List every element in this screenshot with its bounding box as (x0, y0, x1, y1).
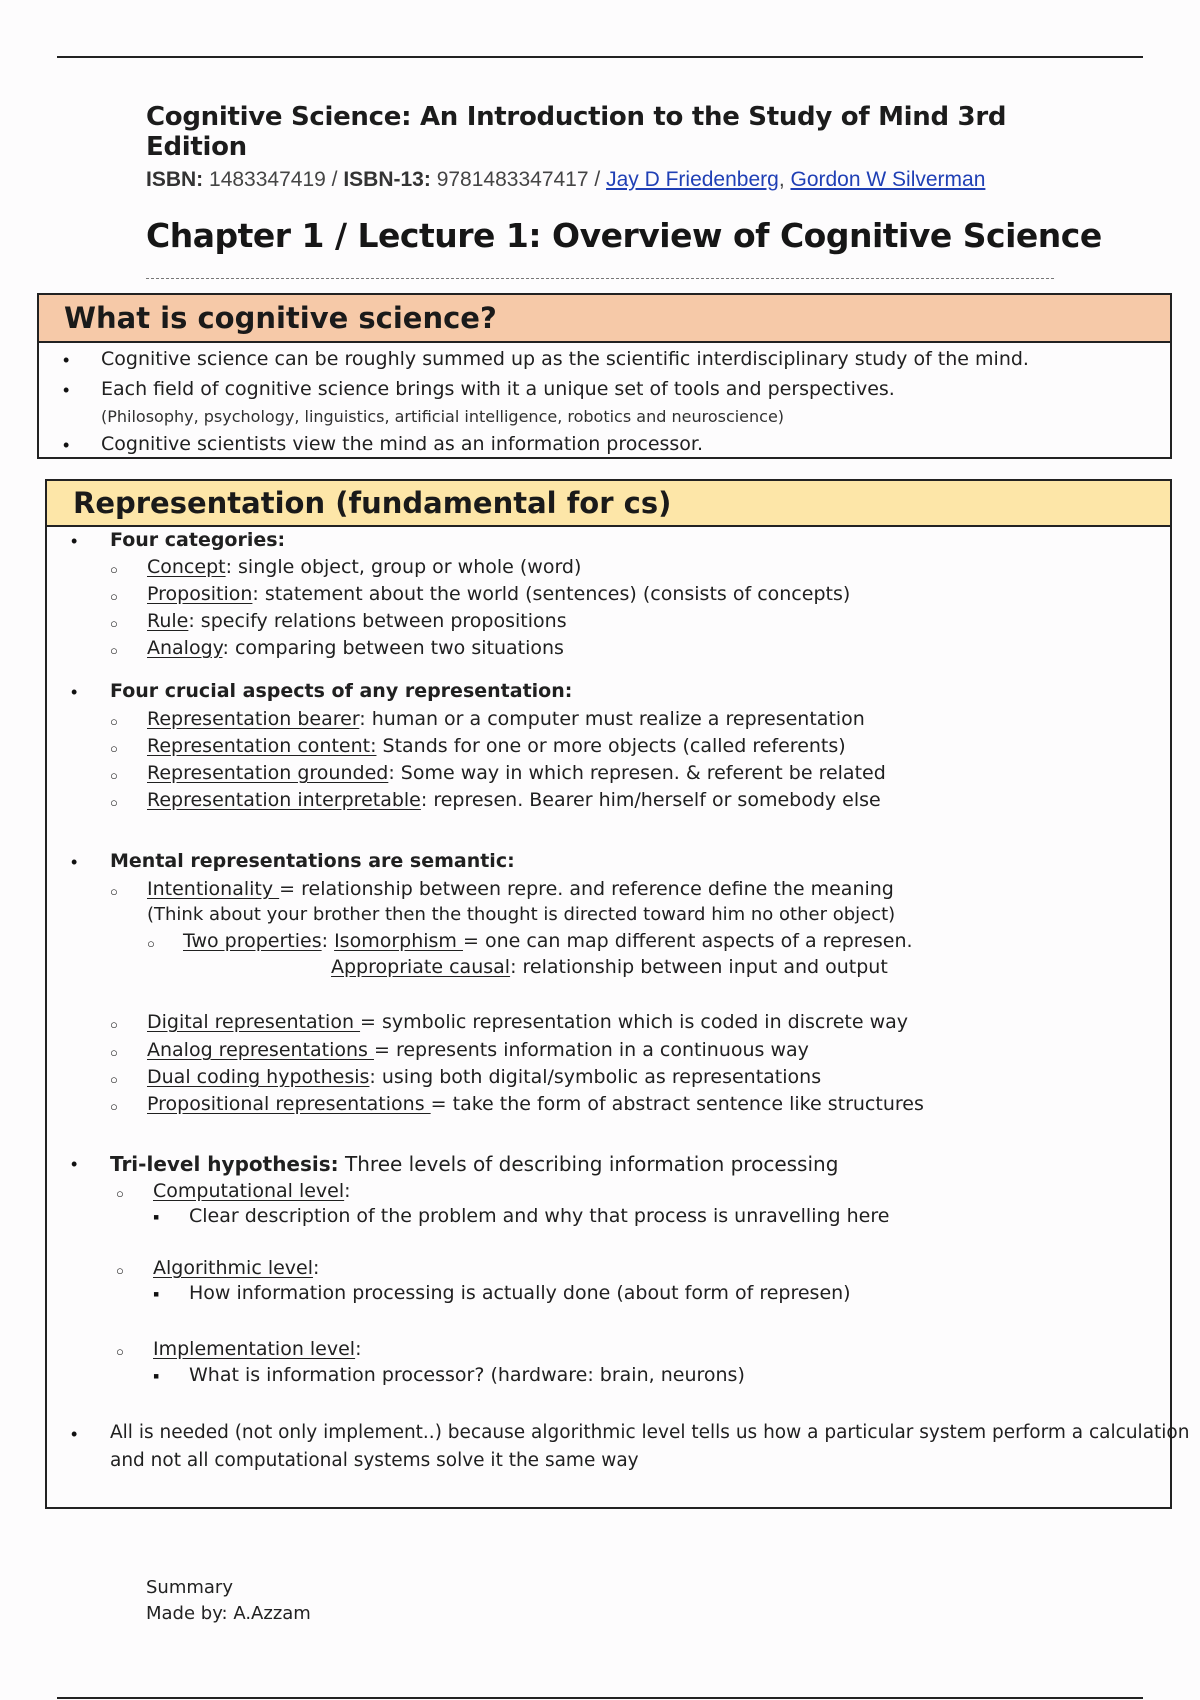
list-item: Analogy: comparing between two situations (147, 637, 564, 659)
bullet-icon (63, 350, 69, 371)
circle-bullet-icon (110, 791, 118, 812)
separator: / (325, 168, 344, 191)
isbn13-label: ISBN-13: (343, 168, 431, 191)
list-item: Analog representations = represents information in a continuous way (147, 1039, 809, 1061)
section-what-is-cognitive-science (37, 293, 1172, 459)
square-bullet-icon (153, 1207, 159, 1228)
bullet-icon (71, 1154, 77, 1175)
list-item: Rule: specify relations between propositions (147, 610, 567, 632)
dashed-divider (146, 278, 1054, 279)
bullet-icon (63, 380, 69, 401)
subheading-crucial-aspects: Four crucial aspects of any representation: (110, 680, 573, 702)
list-item-note: (Think about your brother then the thought is directed toward him no other object) (147, 904, 896, 925)
section-heading: What is cognitive science? (39, 295, 1170, 343)
bullet-icon (71, 682, 77, 703)
book-title: Cognitive Science: An Introduction to the Study of Mind 3rd Edition (146, 102, 1007, 162)
circle-bullet-icon (110, 764, 118, 785)
footer-summary: Summary (146, 1577, 233, 1598)
list-item: Concept: single object, group or whole (word) (147, 556, 582, 578)
circle-bullet-icon (110, 737, 118, 758)
circle-bullet-icon (147, 932, 155, 953)
list-item-note: (Philosophy, psychology, linguistics, artificial intelligence, robotics and neuroscience) (101, 407, 785, 426)
section-representation (45, 479, 1190, 1509)
square-bullet-icon (153, 1284, 159, 1305)
circle-bullet-icon (110, 1095, 118, 1116)
circle-bullet-icon (110, 612, 118, 633)
list-item: Each field of cognitive science brings with it a unique set of tools and perspectives. (101, 378, 895, 400)
list-item: Digital representation = symbolic representation which is coded in discrete way (147, 1011, 909, 1033)
section-heading: Representation (fundamental for cs) (47, 481, 1170, 527)
list-item: All is needed (not only implement..) because algorithmic level tells us how a particular system perform a calculation (110, 1422, 1190, 1443)
bullet-icon (71, 1424, 77, 1445)
isbn-line (146, 168, 1066, 192)
list-item: Representation bearer: human or a computer must realize a representation (147, 708, 865, 730)
document-header (146, 102, 1066, 192)
list-item: Propositional representations = take the form of abstract sentence like structures (147, 1093, 924, 1115)
circle-bullet-icon (116, 1182, 124, 1203)
list-item: Two properties: Isomorphism = one can map different aspects of a represen. (183, 930, 913, 952)
bullet-icon (63, 435, 69, 456)
list-item: Representation interpretable: represen. Bearer him/herself or somebody else (147, 789, 881, 811)
circle-bullet-icon (110, 1068, 118, 1089)
circle-bullet-icon (110, 639, 118, 660)
circle-bullet-icon (110, 710, 118, 731)
isbn-value: 1483347419 (209, 168, 326, 191)
circle-bullet-icon (110, 585, 118, 606)
bullet-icon (71, 852, 77, 873)
list-item: Clear description of the problem and why that process is unravelling here (189, 1205, 890, 1227)
list-item: Dual coding hypothesis: using both digital/symbolic as representations (147, 1066, 822, 1088)
footer-author: Made by: A.Azzam (146, 1603, 311, 1624)
list-item: What is information processor? (hardware: brain, neurons) (189, 1364, 745, 1386)
top-rule (57, 56, 1143, 58)
list-item: Representation content: Stands for one or more objects (called referents) (147, 735, 846, 757)
list-item: Appropriate causal: relationship between input and output (331, 956, 888, 978)
list-item: Intentionality = relationship between repre. and reference define the meaning (147, 878, 894, 900)
circle-bullet-icon (110, 558, 118, 579)
list-item: Proposition: statement about the world (sentences) (consists of concepts) (147, 583, 851, 605)
list-item: Algorithmic level: (153, 1257, 320, 1279)
circle-bullet-icon (110, 1041, 118, 1062)
isbn-label: ISBN: (146, 168, 204, 191)
list-item: Cognitive science can be roughly summed up as the scientific interdisciplinary study of the mind. (101, 348, 1029, 370)
author-separator: , (778, 168, 791, 191)
separator: / (588, 168, 607, 191)
author-link-friedenberg[interactable]: Jay D Friedenberg (606, 168, 779, 191)
circle-bullet-icon (116, 1340, 124, 1361)
isbn13-value: 9781483347417 (436, 168, 589, 191)
subheading-mental-representations: Mental representations are semantic: (110, 850, 515, 872)
circle-bullet-icon (116, 1259, 124, 1280)
list-item-continuation: and not all computational systems solve it the same way (110, 1450, 639, 1471)
author-link-silverman[interactable]: Gordon W Silverman (790, 168, 986, 191)
list-item: Computational level: (153, 1180, 351, 1202)
list-item: Representation grounded: Some way in which represen. & referent be related (147, 762, 886, 784)
list-item: Implementation level: (153, 1338, 362, 1360)
list-item: Tri-level hypothesis: Three levels of describing information processing (110, 1152, 839, 1176)
list-item: Cognitive scientists view the mind as an information processor. (101, 433, 704, 455)
circle-bullet-icon (110, 880, 118, 901)
chapter-title: Chapter 1 / Lecture 1: Overview of Cognitive Science (146, 216, 1102, 255)
subheading-four-categories: Four categories: (110, 529, 286, 551)
bullet-icon (71, 531, 77, 552)
circle-bullet-icon (110, 1013, 118, 1034)
square-bullet-icon (153, 1366, 159, 1387)
bottom-rule (57, 1697, 1143, 1699)
list-item: How information processing is actually done (about form of represen) (189, 1282, 851, 1304)
